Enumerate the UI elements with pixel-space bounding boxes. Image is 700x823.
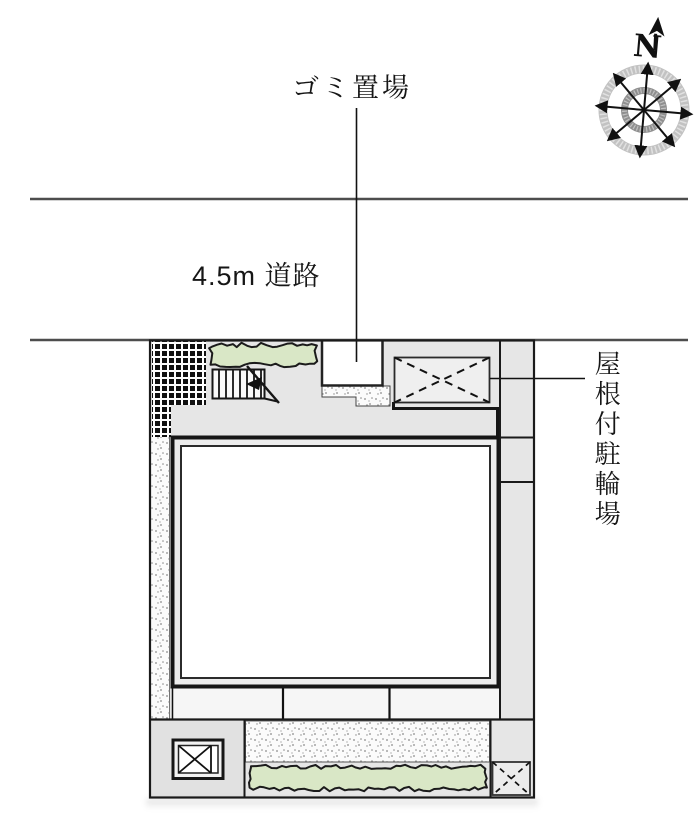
hedge-top	[209, 343, 317, 367]
dashed-box	[493, 762, 531, 795]
garbage-area-label: ゴミ置場	[292, 73, 412, 103]
north-label: N	[631, 27, 664, 67]
garbage-area-box	[322, 340, 383, 386]
compass-icon	[593, 12, 699, 160]
road-width-label: 4.5m 道路	[192, 261, 321, 291]
crossed-box	[173, 740, 223, 779]
bottom-stipple-area	[246, 721, 490, 762]
left-stipple-strip	[151, 437, 170, 719]
parking-stalls	[172, 687, 499, 720]
building	[173, 438, 499, 687]
bicycle-parking-label: 屋根付駐輪場	[591, 350, 622, 530]
bicycle-parking-box	[395, 358, 490, 403]
road-lines	[30, 199, 688, 340]
hedge-bottom	[249, 765, 487, 791]
scan-shadow	[146, 799, 538, 809]
